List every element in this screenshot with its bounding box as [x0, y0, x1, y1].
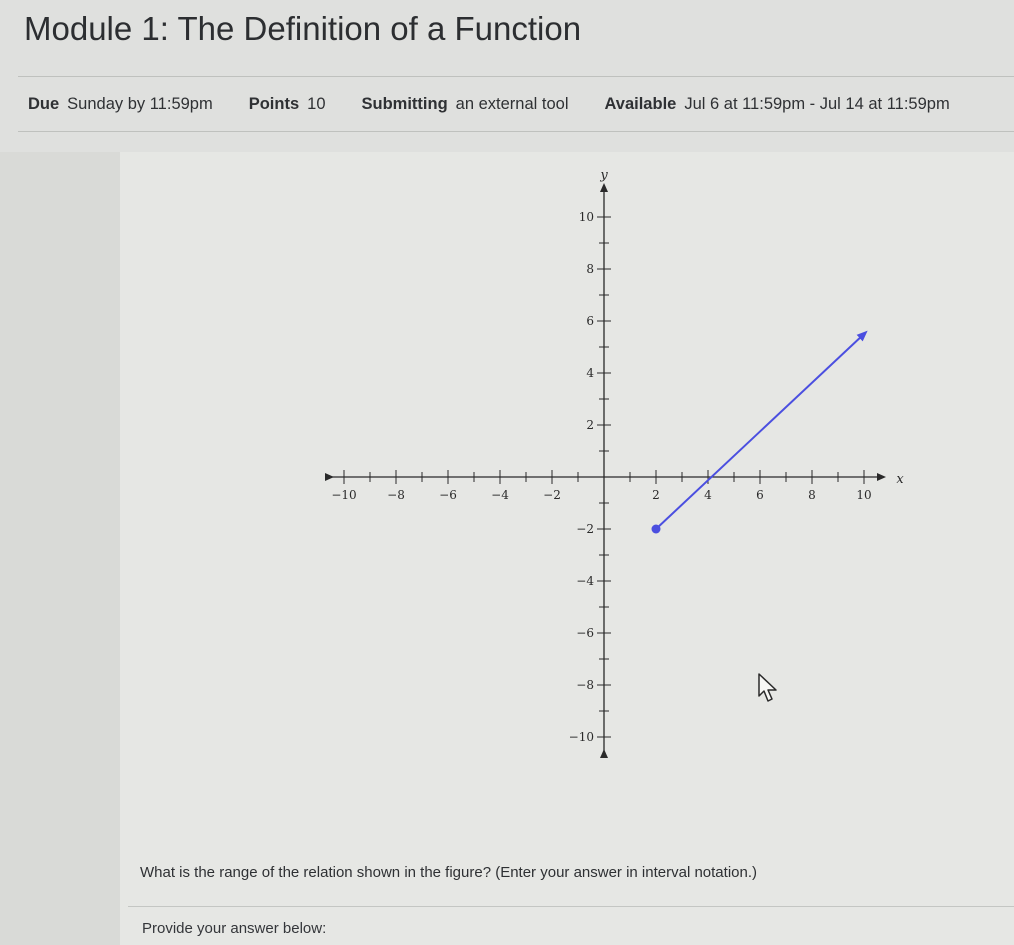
x-tick-label: −4 [491, 488, 509, 502]
x-tick-label: 2 [652, 488, 660, 502]
question-text: What is the range of the relation shown in the figure? (Enter your answer in interval notation.) [140, 864, 757, 881]
y-tick-label: −2 [576, 522, 594, 536]
submitting-label: Submitting [361, 95, 448, 113]
y-tick-label: 6 [586, 314, 594, 328]
closed-endpoint [652, 525, 661, 534]
x-tick-label: −10 [331, 488, 357, 502]
x-tick-label: −2 [543, 488, 561, 502]
mouse-cursor-icon [757, 672, 781, 704]
x-tick-label: 10 [856, 488, 872, 502]
details-divider [18, 131, 1014, 132]
y-tick-label: 4 [586, 366, 594, 380]
coordinate-graph [300, 150, 920, 770]
y-tick-label: −6 [576, 626, 594, 640]
y-tick-label: 10 [578, 210, 594, 224]
x-tick-label: −6 [439, 488, 457, 502]
y-tick-label: −10 [568, 730, 594, 744]
answer-prompt: Provide your answer below: [142, 920, 327, 937]
y-axis-label: y [600, 168, 608, 183]
due-label: Due [28, 95, 60, 113]
assignment-details [28, 95, 986, 114]
available-label: Available [604, 95, 677, 113]
x-tick-label: 8 [808, 488, 816, 502]
points-label: Points [248, 95, 300, 113]
available-value: Jul 6 at 11:59pm - Jul 14 at 11:59pm [684, 95, 950, 113]
submitting-value: an external tool [455, 95, 569, 113]
answer-divider [128, 906, 1014, 907]
y-tick-label: 8 [586, 262, 594, 276]
x-tick-label: 4 [704, 488, 712, 502]
series [652, 334, 865, 534]
left-gutter [0, 152, 120, 945]
x-axis-label: x [896, 472, 904, 487]
y-tick-label: 2 [586, 418, 594, 432]
axes [330, 187, 882, 753]
x-tick-label: −8 [387, 488, 405, 502]
y-tick-label: −8 [576, 678, 594, 692]
y-tick-label: −4 [576, 574, 594, 588]
header-divider [18, 76, 1014, 77]
x-tick-label: 6 [756, 488, 764, 502]
points-value: 10 [307, 95, 326, 113]
page-title: Module 1: The Definition of a Function [24, 10, 582, 47]
tick-labels [331, 168, 904, 744]
due-value: Sunday by 11:59pm [67, 95, 213, 113]
